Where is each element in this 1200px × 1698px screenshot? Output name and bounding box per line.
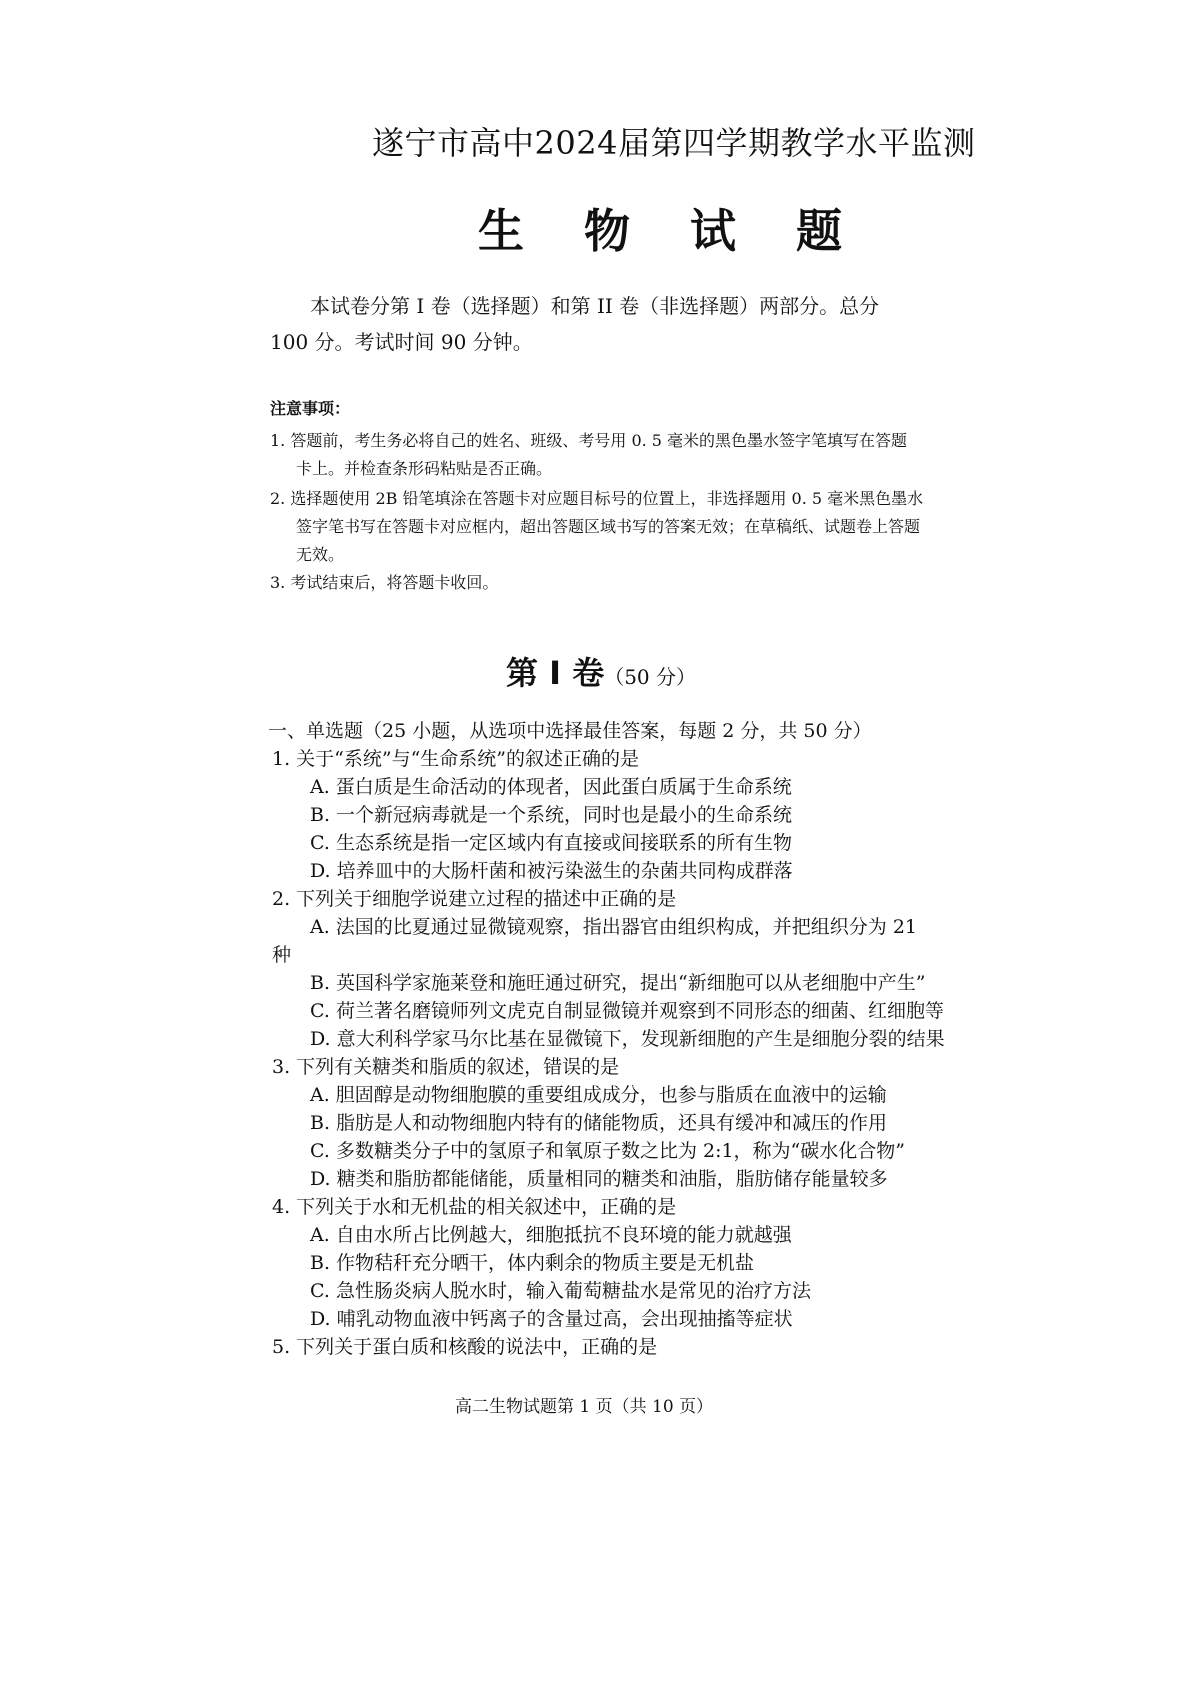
question-2-stem: 2. 下列关于细胞学说建立过程的描述中正确的是 xyxy=(272,888,677,910)
question-2-option-b: B. 英国科学家施莱登和施旺通过研究，提出“新细胞可以从老细胞中产生” xyxy=(310,972,926,994)
notice-item-1-line-1: 1. 答题前，考生务必将自己的姓名、班级、考号用 0. 5 毫米的黑色墨水签字笔填写在答题 xyxy=(270,431,908,450)
question-4-option-c: C. 急性肠炎病人脱水时，输入葡萄糖盐水是常见的治疗方法 xyxy=(310,1280,811,1302)
question-4-option-b: B. 作物秸秆充分晒干，体内剩余的物质主要是无机盐 xyxy=(310,1252,755,1274)
section-title: 第 I 卷 xyxy=(506,654,605,692)
notice-item-2-line-1: 2. 选择题使用 2B 铅笔填涂在答题卡对应题目标号的位置上，非选择题用 0. 5 毫米黑色墨水 xyxy=(270,489,924,508)
notice-heading: 注意事项： xyxy=(270,399,351,418)
notice-item-2-line-2: 签字笔书写在答题卡对应框内，超出答题区域书写的答案无效；在草稿纸、试题卷上答题 xyxy=(296,517,921,536)
question-3-option-b: B. 脂肪是人和动物细胞内特有的储能物质，还具有缓冲和减压的作用 xyxy=(310,1112,888,1134)
question-3-stem: 3. 下列有关糖类和脂质的叙述，错误的是 xyxy=(272,1056,620,1078)
subject-title: 生 物 试 题 xyxy=(478,204,865,258)
question-2-option-d: D. 意大利科学家马尔比基在显微镜下，发现新细胞的产生是细胞分裂的结果 xyxy=(310,1028,945,1050)
question-4-option-a: A. 自由水所占比例越大，细胞抵抗不良环境的能力就越强 xyxy=(310,1224,792,1246)
intro-line-1: 本试卷分第 I 卷（选择题）和第 II 卷（非选择题）两部分。总分 xyxy=(310,294,880,318)
question-5-stem: 5. 下列关于蛋白质和核酸的说法中，正确的是 xyxy=(272,1336,658,1358)
notice-item-2-line-3: 无效。 xyxy=(296,545,345,564)
notice-item-1-line-2: 卡上。并检查条形码粘贴是否正确。 xyxy=(296,459,553,478)
question-2-option-a-continuation: 种 xyxy=(272,944,292,966)
section-heading xyxy=(506,648,696,694)
question-2-option-c: C. 荷兰著名磨镜师列文虎克自制显微镜并观察到不同形态的细菌、红细胞等 xyxy=(310,1000,944,1022)
question-1-option-c: C. 生态系统是指一定区域内有直接或间接联系的所有生物 xyxy=(310,832,792,854)
question-1-option-b: B. 一个新冠病毒就是一个系统，同时也是最小的生命系统 xyxy=(310,804,793,826)
question-4-option-d: D. 哺乳动物血液中钙离子的含量过高，会出现抽搐等症状 xyxy=(310,1308,793,1330)
question-2-option-a: A. 法国的比夏通过显微镜观察，指出器官由组织构成，并把组织分为 21 xyxy=(310,916,918,938)
section-instruction: 一、单选题（25 小题，从选项中选择最佳答案，每题 2 分，共 50 分） xyxy=(268,720,872,742)
question-3-option-a: A. 胆固醇是动物细胞膜的重要组成成分，也参与脂质在血液中的运输 xyxy=(310,1084,887,1106)
school-title: 遂宁市高中2024届第四学期教学水平监测 xyxy=(372,124,976,162)
page-footer: 高二生物试题第 1 页（共 10 页） xyxy=(455,1397,714,1417)
section-score: （50 分） xyxy=(604,665,697,689)
question-4-stem: 4. 下列关于水和无机盐的相关叙述中，正确的是 xyxy=(272,1196,677,1218)
question-1-stem: 1. 关于“系统”与“生命系统”的叙述正确的是 xyxy=(272,748,640,770)
question-1-option-d: D. 培养皿中的大肠杆菌和被污染滋生的杂菌共同构成群落 xyxy=(310,860,793,882)
intro-line-2: 100 分。考试时间 90 分钟。 xyxy=(270,330,533,354)
question-3-option-c: C. 多数糖类分子中的氢原子和氧原子数之比为 2:1，称为“碳水化合物” xyxy=(310,1140,905,1162)
question-1-option-a: A. 蛋白质是生命活动的体现者，因此蛋白质属于生命系统 xyxy=(310,776,792,798)
notice-item-3-line-1: 3. 考试结束后，将答题卡收回。 xyxy=(270,573,499,592)
question-3-option-d: D. 糖类和脂肪都能储能，质量相同的糖类和油脂，脂肪储存能量较多 xyxy=(310,1168,888,1190)
intro-paragraph xyxy=(270,288,930,360)
